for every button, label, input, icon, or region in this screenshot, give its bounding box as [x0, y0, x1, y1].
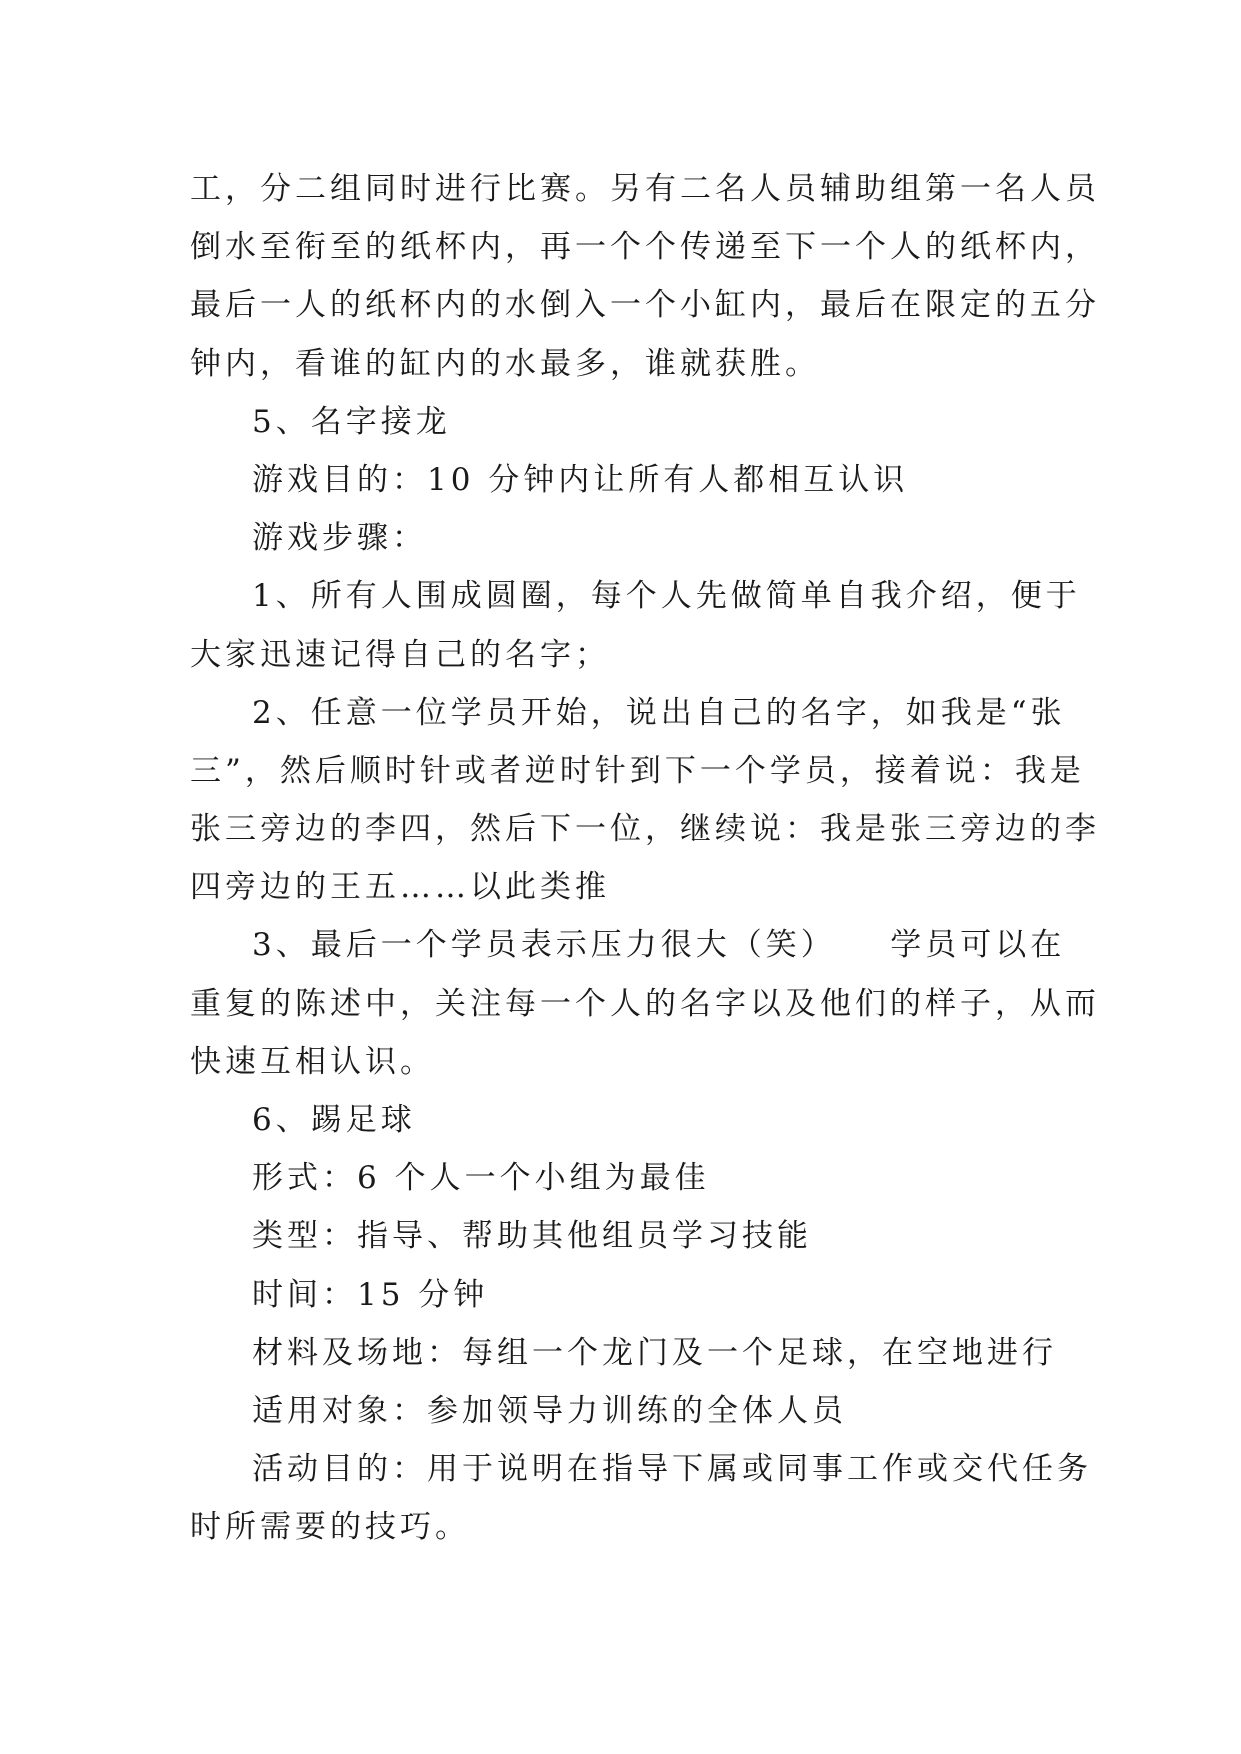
step-1-line: 1、所有人围成圆圈，每个人先做简单自我介绍，便于 — [252, 578, 1081, 615]
paragraph-line: 工，分二组同时进行比赛。另有二名人员辅助组第一名人员 — [190, 171, 1100, 207]
purpose-line: 活动目的：用于说明在指导下属或同事工作或交代任务 — [252, 1451, 1092, 1488]
paragraph-line: 重复的陈述中，关注每一个人的名字以及他们的样子，从而 — [190, 985, 1100, 1022]
paragraph-line: 大家迅速记得自己的名字； — [190, 636, 610, 673]
paragraph-line: 时所需要的技巧。 — [190, 1509, 470, 1546]
paragraph-line: 最后一人的纸杯内的水倒入一个小缸内，最后在限定的五分 — [190, 287, 1100, 324]
paragraph-line: 四旁边的王五……以此类推 — [190, 869, 610, 906]
paragraph-line: 张三旁边的李四，然后下一位，继续说：我是张三旁边的李 — [190, 811, 1100, 848]
paragraph-line: 三”，然后顺时针或者逆时针到下一个学员，接着说：我是 — [190, 752, 1085, 789]
section-heading-name-chain: 5、名字接龙 — [252, 403, 451, 440]
type-line: 类型：指导、帮助其他组员学习技能 — [252, 1218, 812, 1255]
body-text — [190, 160, 1100, 1557]
paragraph-line: 快速互相认识。 — [190, 1043, 435, 1080]
step-2-line: 2、任意一位学员开始，说出自己的名字，如我是“张 — [252, 694, 1066, 731]
step-3-line: 3、最后一个学员表示压力很大（笑） 学员可以在 — [252, 927, 1066, 964]
section-heading-football: 6、踢足球 — [252, 1102, 416, 1138]
materials-line: 材料及场地：每组一个龙门及一个足球，在空地进行 — [252, 1334, 1057, 1371]
paragraph-line: 钟内，看谁的缸内的水最多，谁就获胜。 — [190, 345, 820, 382]
format-line: 形式：6 个人一个小组为最佳 — [252, 1160, 710, 1197]
paragraph-line: 倒水至衔至的纸杯内，再一个个传递至下一个人的纸杯内， — [190, 229, 1100, 266]
game-purpose: 游戏目的：10 分钟内让所有人都相互认识 — [252, 461, 909, 498]
time-line: 时间：15 分钟 — [252, 1276, 489, 1313]
game-steps-label: 游戏步骤： — [252, 520, 427, 557]
audience-line: 适用对象：参加领导力训练的全体人员 — [252, 1392, 847, 1429]
